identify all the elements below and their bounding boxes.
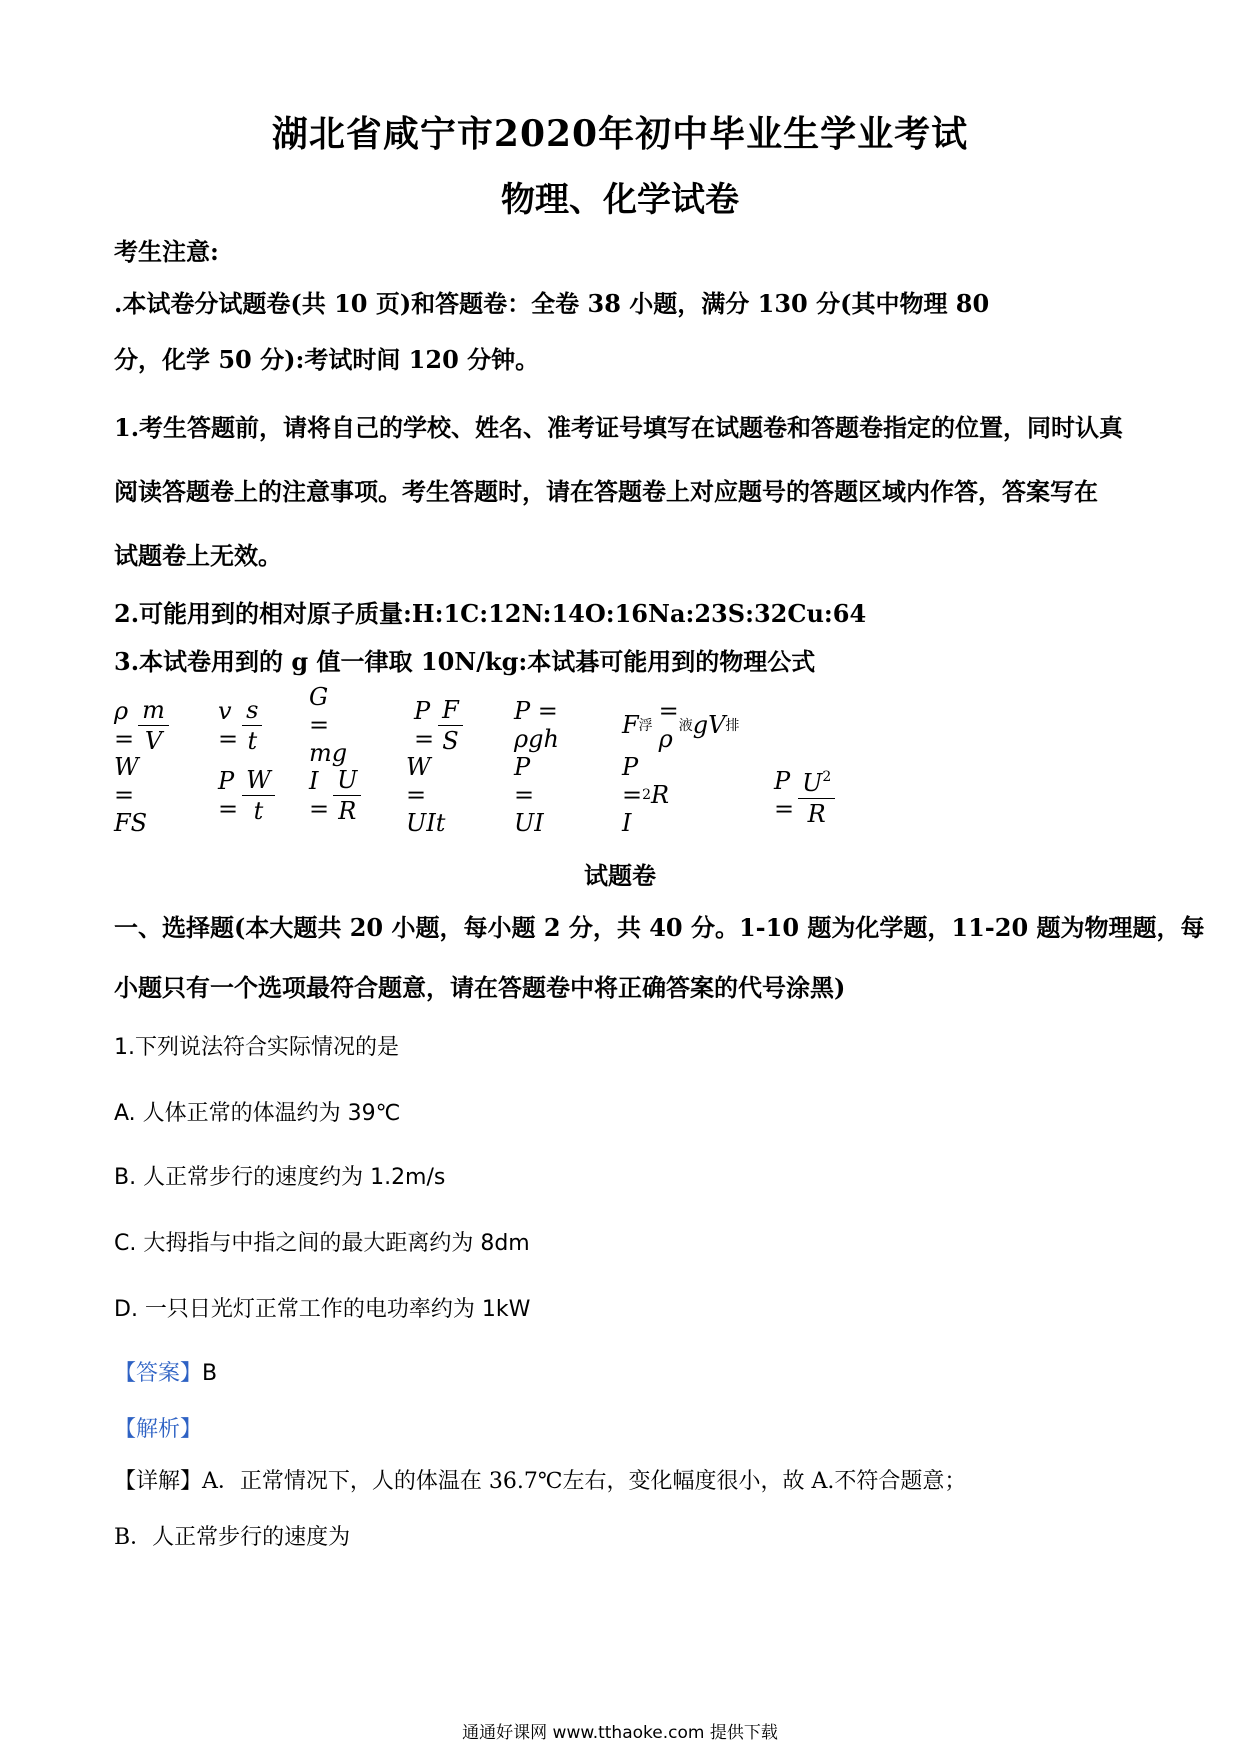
formula-gravity: G = mg	[309, 683, 348, 767]
notice-line: .本试卷分试题卷(共 10 页)和答题卷：全卷 38 小题，满分 130 分(其中物理 80	[114, 289, 990, 318]
formula-buoyancy: F 浮 = ρ 液 gV 排	[622, 697, 740, 753]
section-label: 试题卷	[584, 861, 656, 890]
answer-value: B	[202, 1361, 218, 1386]
answer-line	[114, 1356, 217, 1387]
option-c: C. 大拇指与中指之间的最大距离约为 8dm	[114, 1231, 530, 1256]
formula-power-i2r: P = I 2 R	[622, 753, 670, 837]
formula-velocity: v = $\frac{s}{t}$	[218, 690, 266, 760]
exam-subtitle: 物理、化学试卷	[501, 180, 739, 220]
detail-text-b: B．人正常步行的速度为	[114, 1525, 351, 1550]
notice-item-2: 2.可能用到的相对原子质量:H:1C:12N:14O:16Na:23S:32Cu:64	[114, 599, 867, 628]
analysis-label: 【解析】	[114, 1417, 203, 1442]
formula-power: P = $\frac{W}{t}$	[218, 760, 279, 830]
notice-item-1: 1.考生答题前，请将自己的学校、姓名、准考证号填写在试题卷和答题卷指定的位置，同时认真	[114, 413, 1124, 442]
answer-label: 【答案】	[114, 1361, 203, 1386]
detail-text: 【详解】A．正常情况下，人的体温在 36.7℃左右，变化幅度很小，故 A.不符合题意；	[114, 1469, 967, 1494]
option-d: D. 一只日光灯正常工作的电功率约为 1kW	[114, 1297, 531, 1322]
section-heading-cont: 小题只有一个选项最符合题意，请在答题卷中将正确答案的代号涂黑)	[114, 973, 846, 1002]
notice-item-1-cont: 试题卷上无效。	[114, 541, 282, 570]
option-b: B. 人正常步行的速度约为 1.2m/s	[114, 1165, 446, 1190]
formula-work: W = FS	[114, 753, 148, 837]
exam-title: 湖北省咸宁市2020年初中毕业生学业考试	[271, 113, 969, 155]
notice-item-3: 3.本试卷用到的 g 值一律取 10N/kg:本试碁可能用到的物理公式	[114, 647, 816, 676]
formula-density: ρ = $\frac{m}{V}$	[114, 690, 173, 760]
formula-pressure: P = $\frac{F}{S}$	[414, 690, 467, 760]
formula-electric-power: P = UI	[514, 753, 544, 837]
section-heading: 一、选择题(本大题共 20 小题，每小题 2 分，共 40 分。1-10 题为化学题，11-20 题为物理题，每	[114, 913, 1205, 942]
formula-liquid-pressure: P = ρgh	[514, 697, 559, 753]
option-a: A. 人体正常的体温约为 39℃	[114, 1101, 401, 1126]
formula-electric-work: W = UIt	[406, 753, 446, 837]
question-stem: 1.下列说法符合实际情况的是	[114, 1035, 399, 1060]
footer-source: 通通好课网 www.tthaoke.com 提供下载	[462, 1723, 778, 1743]
notice-heading: 考生注意:	[114, 237, 219, 266]
notice-item-1-cont: 阅读答题卷上的注意事项。考生答题时，请在答题卷上对应题号的答题区域内作答，答案写在	[114, 477, 1098, 506]
notice-line: 分，化学 50 分):考试时间 120 分钟。	[114, 345, 540, 374]
formula-ohm: I = $\frac{U}{R}$	[309, 760, 365, 830]
formula-power-u2r: P = $\frac{U^2}{R}$	[774, 760, 839, 830]
